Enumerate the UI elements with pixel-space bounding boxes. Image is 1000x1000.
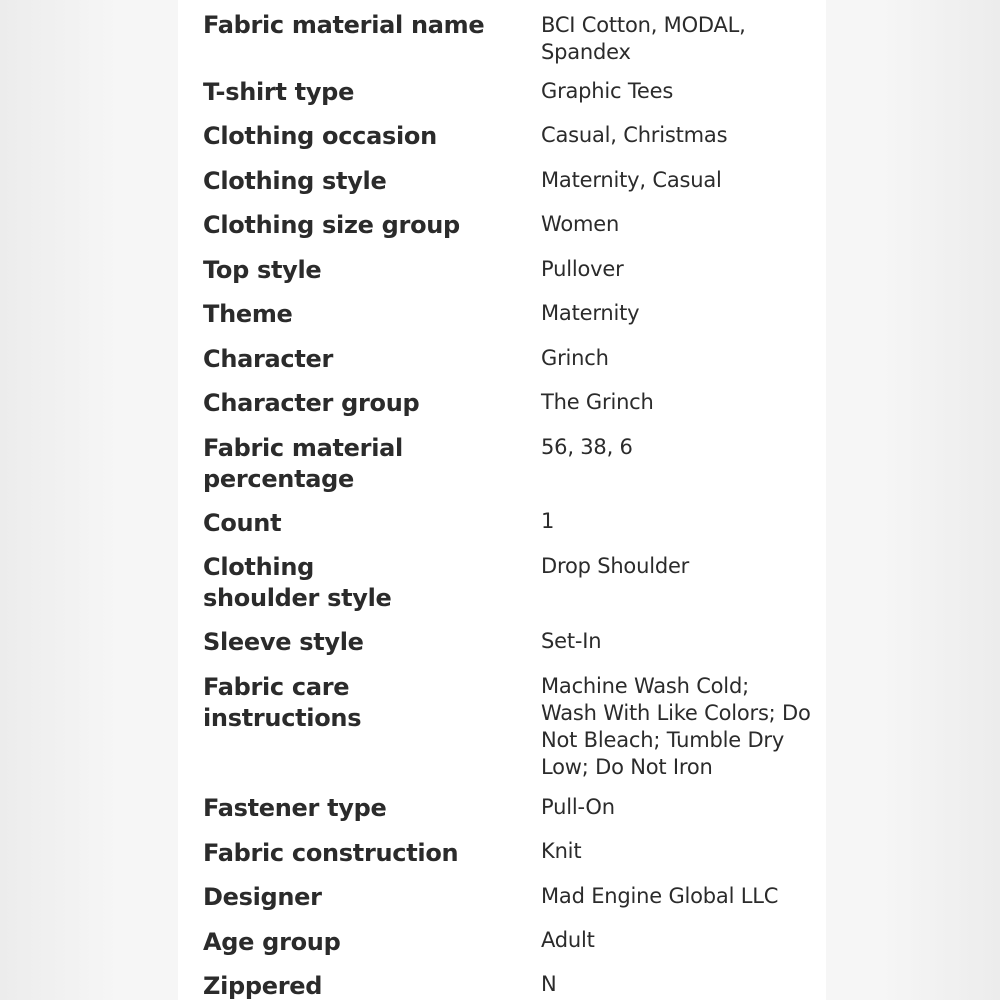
- spec-label: Fabric construction: [203, 839, 459, 867]
- spec-label: Clothing shoulder style: [203, 553, 392, 612]
- spec-value: Adult: [541, 928, 595, 952]
- spec-label: Fabric material percentage: [203, 434, 403, 493]
- spec-label: Designer: [203, 883, 322, 911]
- spec-label: Character group: [203, 389, 420, 417]
- spec-value: BCI Cotton, MODAL, Spandex: [541, 13, 746, 64]
- spec-value: 1: [541, 509, 555, 533]
- spec-value: Maternity, Casual: [541, 168, 722, 192]
- spec-value: Women: [541, 212, 620, 236]
- spec-value: Drop Shoulder: [541, 554, 690, 578]
- spec-value: Casual, Christmas: [541, 123, 728, 147]
- spec-value: The Grinch: [541, 390, 654, 414]
- spec-value: N: [541, 972, 557, 996]
- spec-label: Sleeve style: [203, 628, 364, 656]
- spec-label: Character: [203, 345, 334, 373]
- spec-label: Theme: [203, 300, 293, 328]
- spec-label: Clothing style: [203, 167, 387, 195]
- spec-label: Clothing size group: [203, 211, 460, 239]
- spec-value: Grinch: [541, 346, 609, 370]
- specifications-table: [203, 0, 823, 1000]
- spec-label: Fabric material name: [203, 11, 485, 39]
- spec-label: Count: [203, 509, 282, 537]
- spec-value: Pull-On: [541, 795, 615, 819]
- spec-label: Fastener type: [203, 794, 387, 822]
- spec-label: Fabric care instructions: [203, 673, 362, 732]
- spec-label: Age group: [203, 928, 341, 956]
- spec-value: Mad Engine Global LLC: [541, 884, 779, 908]
- spec-value: Knit: [541, 839, 582, 863]
- spec-label: Zippered: [203, 972, 323, 1000]
- spec-value: Pullover: [541, 257, 624, 281]
- spec-label: T-shirt type: [203, 78, 355, 106]
- spec-value: 56, 38, 6: [541, 435, 633, 459]
- spec-value: Graphic Tees: [541, 79, 674, 103]
- spec-label: Top style: [203, 256, 322, 284]
- spec-value: Maternity: [541, 301, 640, 325]
- spec-value: Set-In: [541, 629, 602, 653]
- spec-label: Clothing occasion: [203, 122, 437, 150]
- spec-value: Machine Wash Cold; Wash With Like Colors; Do Not Bleach; Tumble Dry Low; Do Not Iron: [541, 674, 811, 779]
